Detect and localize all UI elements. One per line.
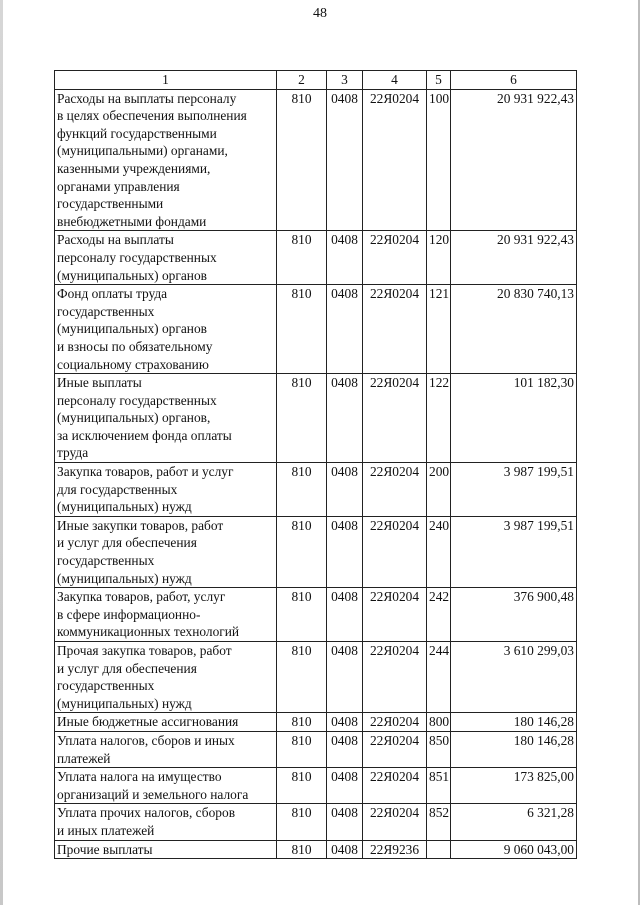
cell-section-code: 0408: [327, 642, 363, 713]
cell-ministry-code: 810: [277, 588, 327, 642]
cell-expense-kind: 244: [427, 642, 451, 713]
cell-section-code: 0408: [327, 463, 363, 517]
cell-expense-kind: 850: [427, 731, 451, 767]
cell-section-code: 0408: [327, 804, 363, 840]
cell-expense-name: Уплата прочих налогов, сборов и иных платежей: [55, 804, 277, 840]
budget-table: [54, 70, 577, 859]
cell-ministry-code: 810: [277, 642, 327, 713]
cell-target-code: 22Я0204: [363, 374, 427, 463]
cell-expense-name: Прочие выплаты: [55, 840, 277, 859]
cell-amount: 20 931 922,43: [451, 231, 577, 285]
cell-expense-kind: 242: [427, 588, 451, 642]
table-row: [55, 463, 577, 517]
cell-amount: 3 610 299,03: [451, 642, 577, 713]
page-number: 48: [313, 6, 327, 21]
cell-section-code: 0408: [327, 768, 363, 804]
cell-target-code: 22Я9236: [363, 840, 427, 859]
cell-amount: 20 830 740,13: [451, 285, 577, 374]
cell-amount: 376 900,48: [451, 588, 577, 642]
cell-ministry-code: 810: [277, 713, 327, 732]
cell-section-code: 0408: [327, 713, 363, 732]
cell-expense-name: Иные бюджетные ассигнования: [55, 713, 277, 732]
header-col-2: 2: [277, 71, 327, 90]
cell-target-code: 22Я0204: [363, 768, 427, 804]
cell-expense-name: Расходы на выплаты персоналу государственных (муниципальных) органов: [55, 231, 277, 285]
cell-section-code: 0408: [327, 89, 363, 231]
scan-edge-left: [0, 0, 3, 905]
cell-expense-kind: 122: [427, 374, 451, 463]
cell-expense-name: Уплата налогов, сборов и иных платежей: [55, 731, 277, 767]
cell-ministry-code: 810: [277, 840, 327, 859]
table-row: [55, 588, 577, 642]
cell-expense-kind: 851: [427, 768, 451, 804]
table-row: [55, 768, 577, 804]
header-col-4: 4: [363, 71, 427, 90]
cell-section-code: 0408: [327, 840, 363, 859]
cell-target-code: 22Я0204: [363, 231, 427, 285]
table-row: [55, 231, 577, 285]
cell-ministry-code: 810: [277, 768, 327, 804]
table-row: [55, 804, 577, 840]
table-row: [55, 840, 577, 859]
cell-expense-name: Фонд оплаты труда государственных (муниципальных) органов и взносы по обязательному социальному страхованию: [55, 285, 277, 374]
cell-expense-kind: 121: [427, 285, 451, 374]
cell-amount: 180 146,28: [451, 713, 577, 732]
cell-section-code: 0408: [327, 374, 363, 463]
cell-expense-kind: 120: [427, 231, 451, 285]
cell-ministry-code: 810: [277, 285, 327, 374]
cell-expense-name: Уплата налога на имущество организаций и земельного налога: [55, 768, 277, 804]
header-col-1: 1: [55, 71, 277, 90]
cell-amount: 101 182,30: [451, 374, 577, 463]
cell-expense-name: Закупка товаров, работ, услуг в сфере информационно- коммуникационных технологий: [55, 588, 277, 642]
cell-amount: 20 931 922,43: [451, 89, 577, 231]
cell-expense-name: Иные выплаты персоналу государственных (муниципальных) органов, за исключением фонда оплаты труда: [55, 374, 277, 463]
header-col-3: 3: [327, 71, 363, 90]
cell-ministry-code: 810: [277, 516, 327, 587]
cell-amount: 3 987 199,51: [451, 516, 577, 587]
cell-expense-name: Закупка товаров, работ и услуг для государственных (муниципальных) нужд: [55, 463, 277, 517]
cell-section-code: 0408: [327, 588, 363, 642]
cell-expense-name: Расходы на выплаты персоналу в целях обеспечения выполнения функций государственными (муниципальными) органами, казенными учреждениями, органами управления государственными внебюджетными фондами: [55, 89, 277, 231]
cell-expense-kind: 200: [427, 463, 451, 517]
cell-expense-kind: 800: [427, 713, 451, 732]
cell-section-code: 0408: [327, 731, 363, 767]
cell-target-code: 22Я0204: [363, 516, 427, 587]
cell-section-code: 0408: [327, 231, 363, 285]
cell-amount: 6 321,28: [451, 804, 577, 840]
cell-ministry-code: 810: [277, 89, 327, 231]
table-body: [55, 89, 577, 859]
cell-ministry-code: 810: [277, 463, 327, 517]
cell-ministry-code: 810: [277, 731, 327, 767]
cell-expense-name: Прочая закупка товаров, работ и услуг для обеспечения государственных (муниципальных) нужд: [55, 642, 277, 713]
cell-expense-kind: 240: [427, 516, 451, 587]
cell-target-code: 22Я0204: [363, 588, 427, 642]
header-col-6: 6: [451, 71, 577, 90]
cell-target-code: 22Я0204: [363, 463, 427, 517]
cell-expense-name: Иные закупки товаров, работ и услуг для обеспечения государственных (муниципальных) нужд: [55, 516, 277, 587]
cell-amount: 180 146,28: [451, 731, 577, 767]
table-row: [55, 731, 577, 767]
cell-target-code: 22Я0204: [363, 642, 427, 713]
cell-target-code: 22Я0204: [363, 285, 427, 374]
table-row: [55, 713, 577, 732]
cell-target-code: 22Я0204: [363, 731, 427, 767]
cell-target-code: 22Я0204: [363, 89, 427, 231]
table-header-row: [55, 71, 577, 90]
cell-amount: 9 060 043,00: [451, 840, 577, 859]
header-col-5: 5: [427, 71, 451, 90]
cell-section-code: 0408: [327, 285, 363, 374]
cell-section-code: 0408: [327, 516, 363, 587]
cell-ministry-code: 810: [277, 231, 327, 285]
cell-amount: 3 987 199,51: [451, 463, 577, 517]
cell-ministry-code: 810: [277, 374, 327, 463]
cell-ministry-code: 810: [277, 804, 327, 840]
cell-expense-kind: 852: [427, 804, 451, 840]
table-row: [55, 516, 577, 587]
table-row: [55, 285, 577, 374]
cell-amount: 173 825,00: [451, 768, 577, 804]
cell-target-code: 22Я0204: [363, 804, 427, 840]
table-row: [55, 89, 577, 231]
table-row: [55, 374, 577, 463]
cell-expense-kind: [427, 840, 451, 859]
cell-expense-kind: 100: [427, 89, 451, 231]
table-row: [55, 642, 577, 713]
cell-target-code: 22Я0204: [363, 713, 427, 732]
